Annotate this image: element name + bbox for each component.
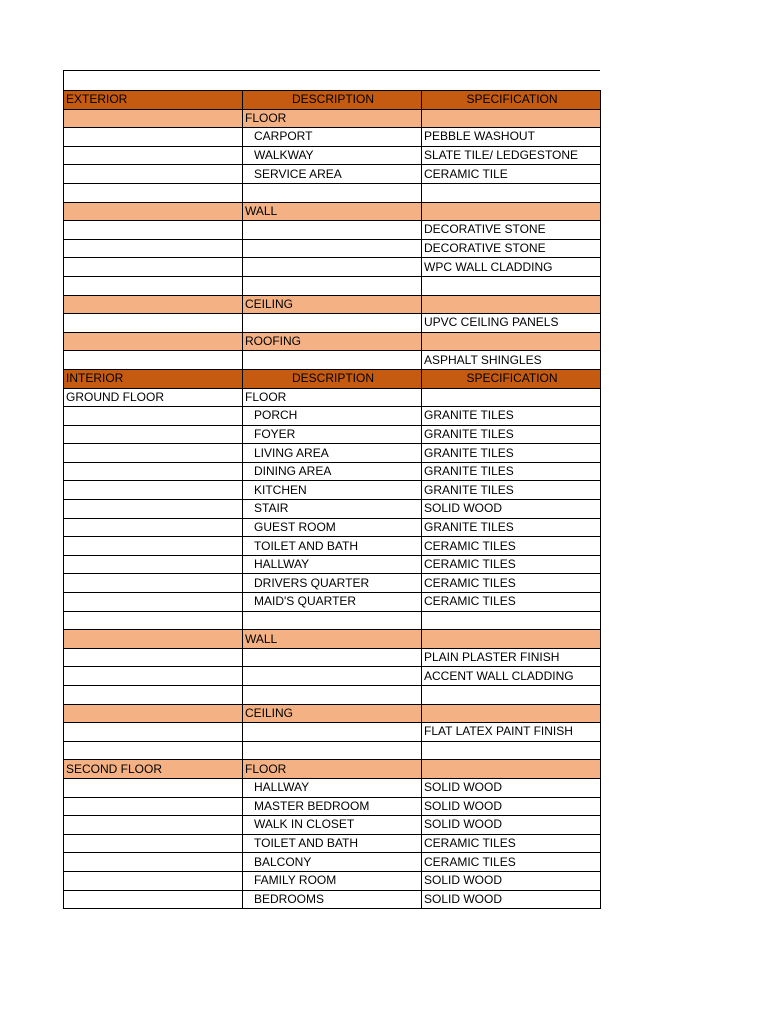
description-cell[interactable] — [243, 667, 422, 686]
section-row — [64, 202, 601, 221]
category-cell[interactable] — [64, 611, 243, 630]
specification-cell[interactable]: ASPHALT SHINGLES — [422, 351, 601, 370]
table-row — [64, 667, 601, 686]
specification-cell[interactable]: WPC WALL CLADDING — [422, 258, 601, 277]
description-cell[interactable]: ROOFING — [243, 332, 422, 351]
specification-cell[interactable]: GRANITE TILES — [422, 407, 601, 426]
table-body — [64, 91, 601, 909]
category-cell[interactable] — [64, 630, 243, 649]
description-cell[interactable] — [243, 686, 422, 705]
specification-cell[interactable]: DECORATIVE STONE — [422, 221, 601, 240]
specification-cell[interactable] — [422, 760, 601, 779]
specification-cell[interactable]: SOLID WOOD — [422, 778, 601, 797]
description-cell[interactable]: HALLWAY — [243, 778, 422, 797]
category-cell[interactable] — [64, 593, 243, 612]
description-cell[interactable]: FLOOR — [243, 388, 422, 407]
table-row — [64, 890, 601, 909]
specification-cell[interactable]: FLAT LATEX PAINT FINISH — [422, 723, 601, 742]
category-cell[interactable] — [64, 183, 243, 202]
specification-cell[interactable] — [422, 611, 601, 630]
specification-cell[interactable]: GRANITE TILES — [422, 481, 601, 500]
specification-cell[interactable]: GRANITE TILES — [422, 518, 601, 537]
specification-cell[interactable]: SOLID WOOD — [422, 500, 601, 519]
table-row — [64, 611, 601, 630]
specification-cell[interactable]: GRANITE TILES — [422, 462, 601, 481]
category-cell[interactable] — [64, 723, 243, 742]
specification-cell[interactable] — [422, 741, 601, 760]
description-cell[interactable]: WALK IN CLOSET — [243, 816, 422, 835]
specification-cell[interactable] — [422, 686, 601, 705]
category-cell[interactable] — [64, 425, 243, 444]
table-row — [64, 593, 601, 612]
finishes-schedule-table — [63, 90, 601, 909]
table-row — [64, 741, 601, 760]
description-cell[interactable]: HALLWAY — [243, 555, 422, 574]
category-cell[interactable] — [64, 239, 243, 258]
specification-cell[interactable]: SOLID WOOD — [422, 871, 601, 890]
table-row — [64, 425, 601, 444]
specification-cell[interactable] — [422, 704, 601, 723]
description-cell[interactable] — [243, 351, 422, 370]
description-cell[interactable] — [243, 741, 422, 760]
category-cell[interactable]: GROUND FLOOR — [64, 388, 243, 407]
description-cell[interactable]: DESCRIPTION — [243, 91, 422, 110]
description-cell[interactable]: STAIR — [243, 500, 422, 519]
table-row — [64, 351, 601, 370]
description-cell[interactable]: TOILET AND BATH — [243, 834, 422, 853]
table-header-row — [64, 91, 601, 110]
description-cell[interactable]: WALL — [243, 630, 422, 649]
category-cell[interactable] — [64, 574, 243, 593]
category-cell[interactable] — [64, 295, 243, 314]
table-row — [64, 388, 601, 407]
specification-cell[interactable] — [422, 332, 601, 351]
description-cell[interactable] — [243, 276, 422, 295]
description-cell[interactable]: DESCRIPTION — [243, 369, 422, 388]
category-cell[interactable] — [64, 462, 243, 481]
table-row — [64, 853, 601, 872]
specification-cell[interactable]: PEBBLE WASHOUT — [422, 128, 601, 147]
specification-cell[interactable]: SOLID WOOD — [422, 797, 601, 816]
description-cell[interactable] — [243, 221, 422, 240]
description-cell[interactable]: BEDROOMS — [243, 890, 422, 909]
description-cell[interactable]: DRIVERS QUARTER — [243, 574, 422, 593]
top-empty-row — [63, 70, 600, 90]
description-cell[interactable] — [243, 723, 422, 742]
description-cell[interactable] — [243, 648, 422, 667]
specification-cell[interactable]: SPECIFICATION — [422, 91, 601, 110]
specification-cell[interactable] — [422, 202, 601, 221]
table-row — [64, 481, 601, 500]
specification-cell[interactable]: GRANITE TILES — [422, 444, 601, 463]
category-cell[interactable] — [64, 314, 243, 333]
table-row — [64, 555, 601, 574]
description-cell[interactable]: WALKWAY — [243, 146, 422, 165]
category-cell[interactable] — [64, 518, 243, 537]
specification-cell[interactable] — [422, 183, 601, 202]
category-cell[interactable] — [64, 444, 243, 463]
category-cell[interactable] — [64, 221, 243, 240]
category-cell[interactable] — [64, 537, 243, 556]
category-cell[interactable] — [64, 165, 243, 184]
description-cell[interactable]: LIVING AREA — [243, 444, 422, 463]
section-row — [64, 630, 601, 649]
description-cell[interactable] — [243, 314, 422, 333]
category-cell[interactable] — [64, 332, 243, 351]
table-row — [64, 407, 601, 426]
table-row — [64, 834, 601, 853]
category-cell[interactable] — [64, 109, 243, 128]
table-row — [64, 239, 601, 258]
specification-cell[interactable] — [422, 388, 601, 407]
category-cell[interactable] — [64, 555, 243, 574]
table-row — [64, 797, 601, 816]
description-cell[interactable] — [243, 611, 422, 630]
description-cell[interactable]: FLOOR — [243, 109, 422, 128]
category-cell[interactable]: INTERIOR — [64, 369, 243, 388]
table-row — [64, 648, 601, 667]
category-cell[interactable] — [64, 853, 243, 872]
description-cell[interactable]: FOYER — [243, 425, 422, 444]
description-cell[interactable]: PORCH — [243, 407, 422, 426]
category-cell[interactable] — [64, 890, 243, 909]
table-row — [64, 723, 601, 742]
description-cell[interactable]: FLOOR — [243, 760, 422, 779]
specification-cell[interactable]: SOLID WOOD — [422, 890, 601, 909]
category-cell[interactable] — [64, 407, 243, 426]
table-row — [64, 574, 601, 593]
category-cell[interactable] — [64, 667, 243, 686]
category-cell[interactable] — [64, 834, 243, 853]
category-cell[interactable] — [64, 816, 243, 835]
description-cell[interactable]: CEILING — [243, 704, 422, 723]
specification-cell[interactable] — [422, 295, 601, 314]
specification-cell[interactable]: PLAIN PLASTER FINISH — [422, 648, 601, 667]
description-cell[interactable] — [243, 239, 422, 258]
category-cell[interactable] — [64, 481, 243, 500]
category-cell[interactable] — [64, 648, 243, 667]
table-row — [64, 871, 601, 890]
specification-cell[interactable]: SOLID WOOD — [422, 816, 601, 835]
description-cell[interactable] — [243, 183, 422, 202]
specification-cell[interactable] — [422, 276, 601, 295]
category-cell[interactable] — [64, 797, 243, 816]
specification-cell[interactable]: CERAMIC TILES — [422, 555, 601, 574]
specification-cell[interactable]: GRANITE TILES — [422, 425, 601, 444]
table-row — [64, 128, 601, 147]
category-cell[interactable] — [64, 686, 243, 705]
table-row — [64, 183, 601, 202]
description-cell[interactable]: MAID'S QUARTER — [243, 593, 422, 612]
description-cell[interactable]: CARPORT — [243, 128, 422, 147]
section-row — [64, 760, 601, 779]
specification-cell[interactable]: ACCENT WALL CLADDING — [422, 667, 601, 686]
description-cell[interactable]: DINING AREA — [243, 462, 422, 481]
description-cell[interactable]: SERVICE AREA — [243, 165, 422, 184]
category-cell[interactable] — [64, 276, 243, 295]
table-row — [64, 314, 601, 333]
table-row — [64, 146, 601, 165]
description-cell[interactable]: BALCONY — [243, 853, 422, 872]
table-row — [64, 518, 601, 537]
specification-cell[interactable]: SLATE TILE/ LEDGESTONE — [422, 146, 601, 165]
table-row — [64, 258, 601, 277]
table-row — [64, 778, 601, 797]
category-cell[interactable] — [64, 871, 243, 890]
description-cell[interactable]: WALL — [243, 202, 422, 221]
section-row — [64, 704, 601, 723]
description-cell[interactable] — [243, 258, 422, 277]
category-cell[interactable] — [64, 778, 243, 797]
table-row — [64, 276, 601, 295]
spreadsheet-sheet — [63, 70, 600, 909]
table-row — [64, 537, 601, 556]
category-cell[interactable] — [64, 500, 243, 519]
category-cell[interactable] — [64, 704, 243, 723]
description-cell[interactable]: KITCHEN — [243, 481, 422, 500]
category-cell[interactable] — [64, 202, 243, 221]
description-cell[interactable]: GUEST ROOM — [243, 518, 422, 537]
specification-cell[interactable] — [422, 630, 601, 649]
table-row — [64, 686, 601, 705]
table-row — [64, 500, 601, 519]
category-cell[interactable] — [64, 146, 243, 165]
table-header-row — [64, 369, 601, 388]
section-row — [64, 295, 601, 314]
description-cell[interactable]: TOILET AND BATH — [243, 537, 422, 556]
specification-cell[interactable]: SPECIFICATION — [422, 369, 601, 388]
specification-cell[interactable]: CERAMIC TILE — [422, 165, 601, 184]
category-cell[interactable] — [64, 258, 243, 277]
description-cell[interactable]: FAMILY ROOM — [243, 871, 422, 890]
specification-cell[interactable]: UPVC CEILING PANELS — [422, 314, 601, 333]
specification-cell[interactable]: CERAMIC TILES — [422, 593, 601, 612]
description-cell[interactable]: MASTER BEDROOM — [243, 797, 422, 816]
table-row — [64, 165, 601, 184]
specification-cell[interactable]: DECORATIVE STONE — [422, 239, 601, 258]
specification-cell[interactable]: CERAMIC TILES — [422, 834, 601, 853]
table-row — [64, 444, 601, 463]
category-cell[interactable] — [64, 741, 243, 760]
specification-cell[interactable]: CERAMIC TILES — [422, 537, 601, 556]
table-row — [64, 816, 601, 835]
category-cell[interactable]: EXTERIOR — [64, 91, 243, 110]
category-cell[interactable] — [64, 128, 243, 147]
specification-cell[interactable]: CERAMIC TILES — [422, 574, 601, 593]
category-cell[interactable] — [64, 351, 243, 370]
section-row — [64, 332, 601, 351]
table-row — [64, 221, 601, 240]
specification-cell[interactable]: CERAMIC TILES — [422, 853, 601, 872]
description-cell[interactable]: CEILING — [243, 295, 422, 314]
table-row — [64, 462, 601, 481]
specification-cell[interactable] — [422, 109, 601, 128]
category-cell[interactable]: SECOND FLOOR — [64, 760, 243, 779]
section-row — [64, 109, 601, 128]
